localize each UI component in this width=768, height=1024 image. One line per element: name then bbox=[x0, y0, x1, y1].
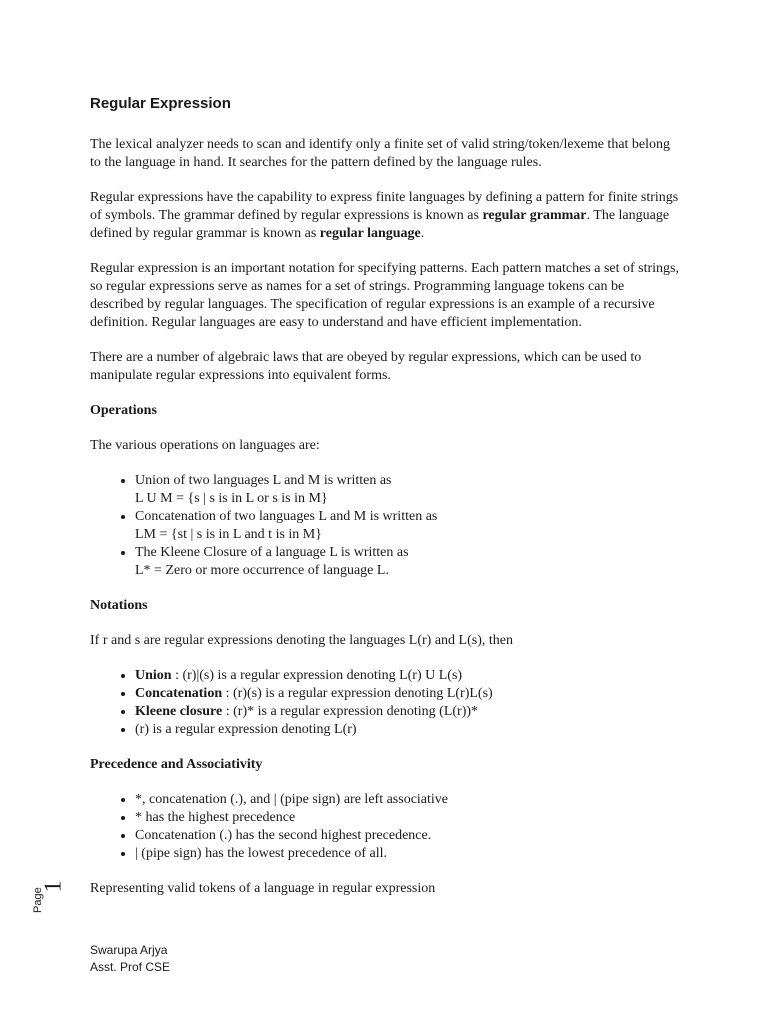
para2-text-c: . The language defined by regular grammar is known as bbox=[90, 208, 670, 241]
operations-intro: The various operations on languages are: bbox=[90, 438, 320, 453]
notations-list bbox=[90, 667, 680, 739]
page-word: Page bbox=[32, 887, 44, 913]
heading-operations: Operations bbox=[90, 403, 157, 418]
operation-formula: L* = Zero or more occurrence of language L. bbox=[135, 563, 389, 578]
notation-desc: (r) is a regular expression denoting L(r) bbox=[135, 722, 357, 737]
list-item: • Concatenation (.) has the second highest precedence. bbox=[135, 827, 680, 845]
notation-term: Concatenation bbox=[135, 686, 223, 701]
list-item: • | (pipe sign) has the lowest precedence of all. bbox=[135, 845, 680, 863]
list-item: • * has the highest precedence bbox=[135, 809, 680, 827]
operation-formula: LM = {st | s is in L and t is in M} bbox=[135, 527, 322, 542]
para2-text-a: Regular expressions have the capability to express finite languages by defining a pattern for finite strings of symbols. The grammar defined by regular expressions is known as bbox=[90, 190, 679, 223]
list-item bbox=[135, 721, 680, 739]
operation-desc: Concatenation of two languages L and M is written as bbox=[135, 509, 438, 524]
paragraph-regular-grammar bbox=[90, 189, 680, 243]
list-item: • *, concatenation (.), and | (pipe sign) are left associative bbox=[135, 791, 680, 809]
notation-desc: : (r)* is a regular expression denoting (L(r))* bbox=[222, 704, 479, 719]
notation-desc: : (r)(s) is a regular expression denoting L(r)L(s) bbox=[222, 686, 493, 701]
term-regular-language: regular language bbox=[319, 226, 421, 241]
list-item bbox=[135, 472, 680, 508]
para2-text-e: . bbox=[420, 226, 425, 241]
operation-formula: L U M = {s | s is in L or s is in M} bbox=[135, 491, 328, 506]
list-item bbox=[135, 685, 680, 703]
page-number-marker bbox=[30, 873, 70, 923]
paragraph-intro: The lexical analyzer needs to scan and identify only a finite set of valid string/token/lexeme that belong to the language in hand. It searches for the pattern defined by the language rules. bbox=[90, 137, 671, 170]
paragraph-notation: Regular expression is an important notation for specifying patterns. Each pattern matches a set of strings, so regular expressions serve as names for a set of strings. Programming language tokens can be described by regular languages. The specification of regular expressions is an example of a recursive definition. Regular languages are easy to understand and have efficient implementation. bbox=[90, 261, 680, 330]
list-item bbox=[135, 703, 680, 721]
footer bbox=[90, 942, 170, 976]
operations-list bbox=[90, 472, 680, 580]
footer-role: Asst. Prof CSE bbox=[90, 960, 171, 974]
notation-desc: : (r)|(s) is a regular expression denoting L(r) U L(s) bbox=[171, 668, 463, 683]
footer-author: Swarupa Arjya bbox=[90, 943, 168, 957]
notation-term: Union bbox=[135, 668, 172, 683]
list-item bbox=[135, 544, 680, 580]
notation-term: Kleene closure bbox=[135, 704, 223, 719]
document-body bbox=[90, 136, 680, 915]
term-regular-grammar: regular grammar bbox=[482, 208, 587, 223]
precedence-list bbox=[90, 791, 680, 863]
closing-line: Representing valid tokens of a language in regular expression bbox=[90, 881, 436, 896]
page-title: Regular Expression bbox=[90, 95, 231, 112]
page-number: 1 bbox=[40, 880, 67, 893]
notations-intro: If r and s are regular expressions denoting the languages L(r) and L(s), then bbox=[90, 633, 513, 648]
list-item bbox=[135, 667, 680, 685]
operation-desc: The Kleene Closure of a language L is written as bbox=[135, 545, 409, 560]
list-item bbox=[135, 508, 680, 544]
operation-desc: Union of two languages L and M is written as bbox=[135, 473, 392, 488]
heading-precedence: Precedence and Associativity bbox=[90, 757, 263, 772]
heading-notations: Notations bbox=[90, 598, 148, 613]
paragraph-algebraic-laws: There are a number of algebraic laws that are obeyed by regular expressions, which can be used to manipulate regular expressions into equivalent forms. bbox=[90, 350, 642, 383]
